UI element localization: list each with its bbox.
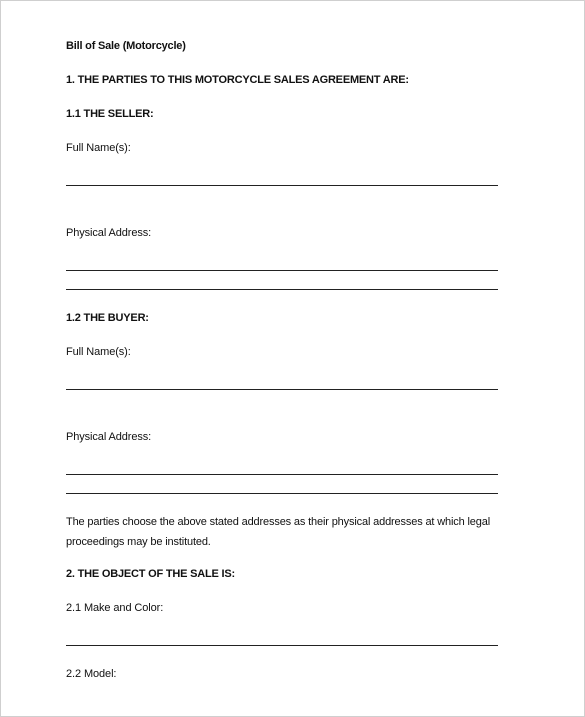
parties-address-note: The parties choose the above stated addresses as their physical addresses at which legal proceedings may be instituted.: [66, 516, 490, 548]
make-color-label: 2.1 Make and Color:: [66, 602, 164, 614]
section-1-heading: 1. THE PARTIES TO THIS MOTORCYCLE SALES AGREEMENT ARE:: [66, 74, 409, 86]
seller-address-label: Physical Address:: [66, 227, 152, 239]
seller-heading: 1.1 THE SELLER:: [66, 108, 154, 120]
buyer-full-name-line: [66, 389, 498, 390]
make-color-line: [66, 645, 498, 646]
seller-full-name-line: [66, 185, 498, 186]
buyer-address-line-1: [66, 474, 498, 475]
buyer-full-name-label: Full Name(s):: [66, 346, 131, 358]
seller-full-name-label: Full Name(s):: [66, 142, 131, 154]
section-2-heading: 2. THE OBJECT OF THE SALE IS:: [66, 568, 235, 580]
buyer-address-label: Physical Address:: [66, 431, 152, 443]
buyer-address-line-2: [66, 493, 498, 494]
seller-address-line-1: [66, 270, 498, 271]
document-title: Bill of Sale (Motorcycle): [66, 40, 186, 52]
model-label: 2.2 Model:: [66, 668, 117, 680]
buyer-heading: 1.2 THE BUYER:: [66, 312, 149, 324]
seller-address-line-2: [66, 289, 498, 290]
